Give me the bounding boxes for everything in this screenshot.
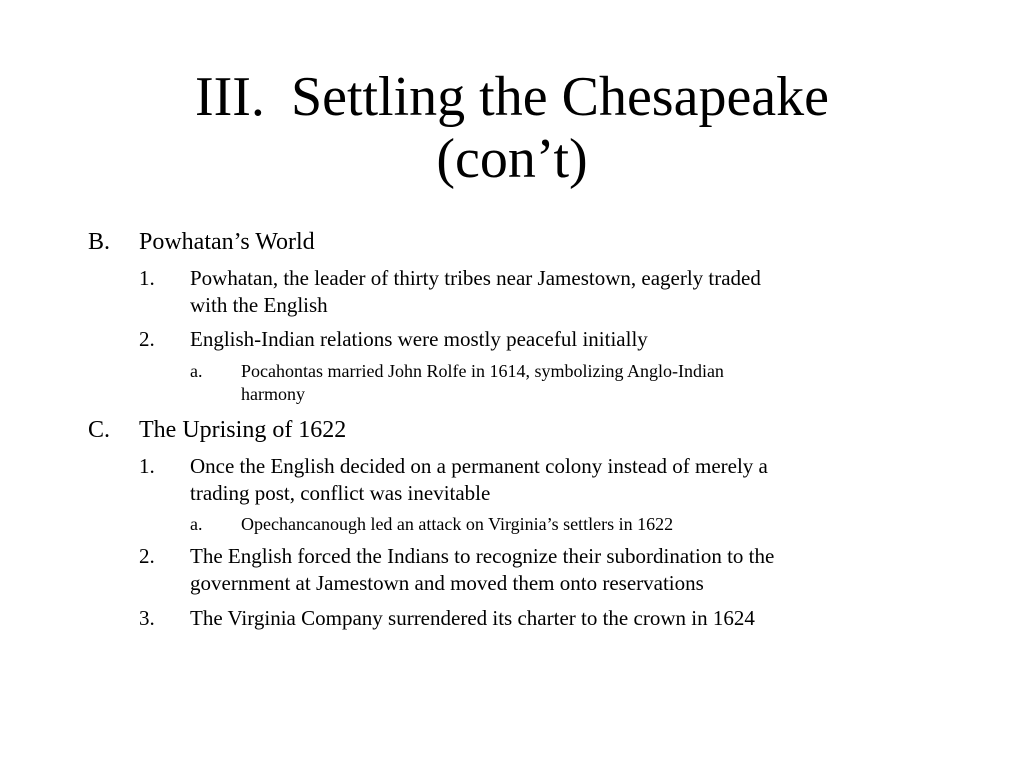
- section-c-heading: The Uprising of 1622: [139, 417, 347, 443]
- section-b-heading: Powhatan’s World: [139, 229, 315, 255]
- b-item-2-sub-a-line-2: harmony: [241, 384, 305, 404]
- c-item-1-line-1: Once the English decided on a permanent colony instead of merely a: [190, 454, 768, 478]
- b-item-2-line-1: English-Indian relations were mostly peaceful initially: [190, 327, 648, 351]
- slide-title: [0, 66, 1024, 190]
- title-line-2: (con’t): [436, 128, 588, 190]
- b-item-1-line-2: with the English: [190, 293, 328, 317]
- section-c-marker: C.: [88, 417, 111, 443]
- title-line-1: [0, 66, 1024, 128]
- b-item-2-sub-a-marker: a.: [190, 361, 203, 381]
- c-item-3-line-1: The Virginia Company surrendered its charter to the crown in 1624: [190, 606, 755, 630]
- b-item-1-line-1: Powhatan, the leader of thirty tribes near Jamestown, eagerly traded: [190, 266, 761, 290]
- b-item-2-marker: 2.: [139, 327, 155, 351]
- c-item-1-sub-a-line-1: Opechancanough led an attack on Virginia’s settlers in 1622: [241, 514, 674, 534]
- c-item-1-sub-a-marker: a.: [190, 514, 203, 534]
- section-b-marker: B.: [88, 229, 111, 255]
- c-item-3-marker: 3.: [139, 606, 155, 630]
- title-number: III.: [194, 66, 265, 128]
- c-item-2-line-1: The English forced the Indians to recognize their subordination to the: [190, 544, 775, 568]
- b-item-2-sub-a-line-1: Pocahontas married John Rolfe in 1614, symbolizing Anglo-Indian: [241, 361, 724, 381]
- title-text: Settling the Chesapeake: [290, 66, 830, 128]
- b-item-1-marker: 1.: [139, 266, 155, 290]
- c-item-2-marker: 2.: [139, 544, 155, 568]
- c-item-1-line-2: trading post, conflict was inevitable: [190, 481, 491, 505]
- c-item-1-marker: 1.: [139, 454, 155, 478]
- c-item-2-line-2: government at Jamestown and moved them onto reservations: [190, 571, 704, 595]
